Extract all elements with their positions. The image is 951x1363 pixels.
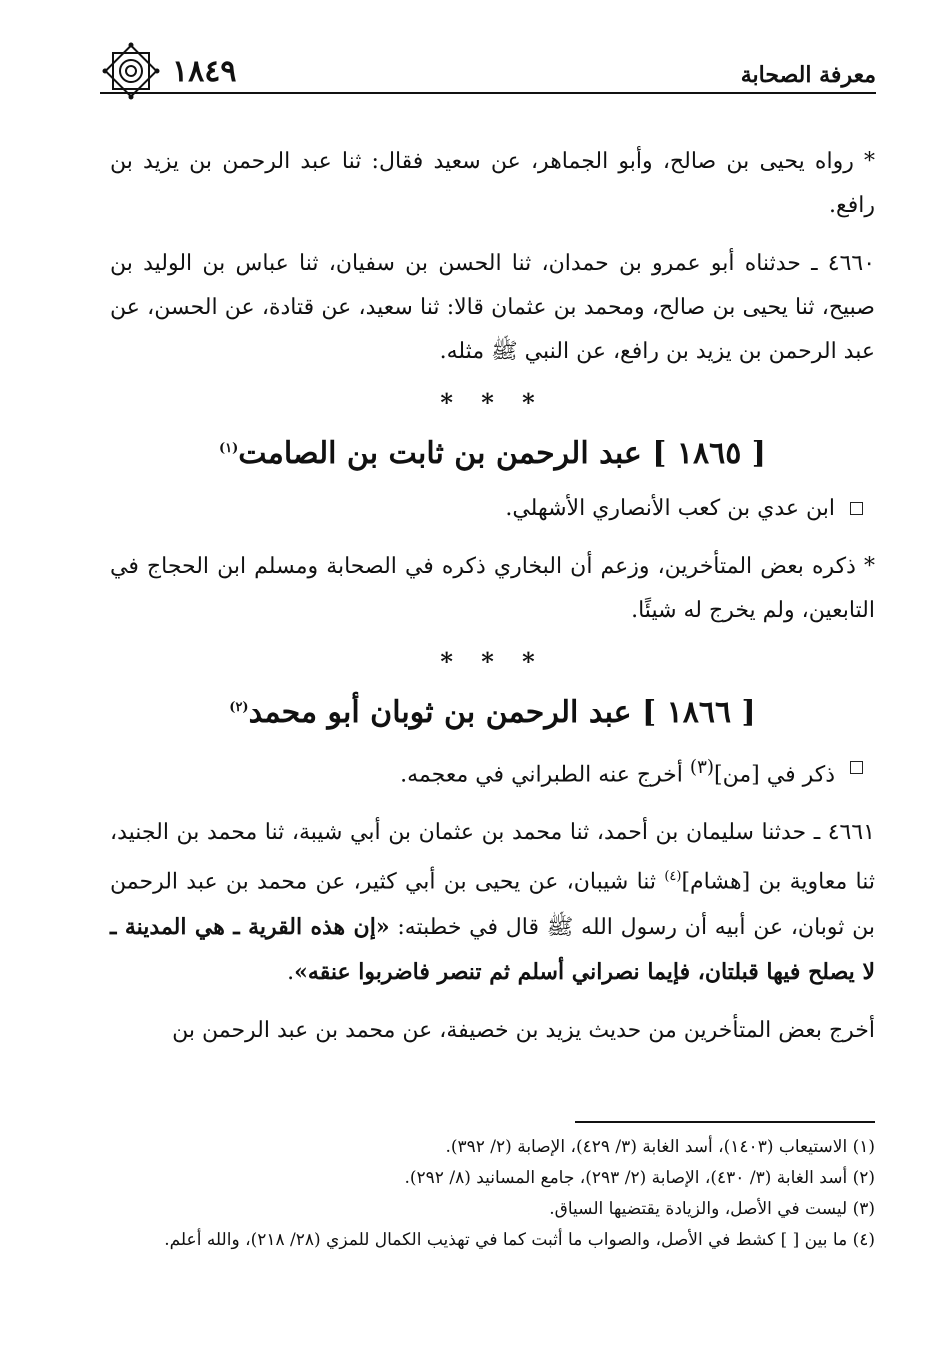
footnote-ref: (٣) bbox=[689, 757, 715, 778]
entry-heading-text: [ ١٨٦٥ ] عبد الرحمن بن ثابت بن الصامت bbox=[238, 436, 766, 471]
page-header bbox=[100, 40, 876, 100]
entry-heading bbox=[110, 426, 875, 477]
footnote: (١) الاستيعاب (١٤٠٣)، أسد الغابة (٣/ ٤٢٩)، الإصابة (٢/ ٣٩٢). bbox=[445, 1137, 875, 1157]
paragraph: ٤٦٦٠ ـ حدثناه أبو عمرو بن حمدان، ثنا الحسن بن سفيان، ثنا عباس بن الوليد بن صبيح، ثنا يحيى بن صالح، ومحمد بن عثمان قالا: ثنا سعيد، عن قتادة، عن الحسن، عن عبد الرحمن بن يزيد بن رافع، عن النبي ﷺ مثله. bbox=[110, 251, 876, 364]
lineage-text-after: أخرج عنه الطبراني في معجمه. bbox=[400, 762, 690, 788]
section-separator: * * * bbox=[440, 647, 545, 676]
footnote-ref: (١) bbox=[219, 441, 239, 456]
isnad-text: ٤٦٦١ ـ حدثنا سليمان بن أحمد، ثنا محمد بن عثمان بن أبي شيبة، ثنا محمد بن الجنيد، ثنا معاوية بن [هشام] bbox=[110, 820, 875, 895]
paragraph bbox=[110, 811, 875, 994]
page-number: ١٨٤٩ bbox=[172, 54, 237, 89]
paragraph: أخرج بعض المتأخرين من حديث يزيد بن خصيفة، عن محمد بن عبد الرحمن بن bbox=[172, 1017, 875, 1043]
entry-heading bbox=[110, 685, 875, 736]
main-text bbox=[110, 140, 875, 1067]
footnote-ref: (٢) bbox=[229, 700, 249, 715]
footnotes bbox=[110, 1132, 875, 1256]
header-rule bbox=[100, 92, 876, 94]
lineage-line bbox=[110, 746, 875, 797]
paragraph: * رواه يحيى بن صالح، وأبو الجماهر، عن سعيد فقال: ثنا عبد الرحمن بن يزيد بن رافع. bbox=[110, 149, 875, 218]
running-title: معرفة الصحابة bbox=[740, 62, 876, 88]
square-icon bbox=[850, 761, 863, 774]
square-icon bbox=[850, 502, 863, 515]
lineage-text: ذكر في [من] bbox=[714, 762, 835, 788]
lineage-text: ابن عدي بن كعب الأنصاري الأشهلي. bbox=[505, 496, 835, 521]
footnote: (٣) ليست في الأصل، والزيادة يقتضيها السياق. bbox=[549, 1199, 875, 1219]
footnote: (٤) ما بين [ ] كشط في الأصل، والصواب ما أثبت كما في تهذيب الكمال للمزي (٢٨/ ٢١٨)، والله أعلم. bbox=[164, 1230, 875, 1250]
paragraph: * ذكره بعض المتأخرين، وزعم أن البخاري ذكره في الصحابة ومسلم ابن الحجاج في التابعين، ولم يخرج له شيئًا. bbox=[110, 554, 875, 623]
lineage-line bbox=[110, 487, 875, 531]
entry-heading-text: [ ١٨٦٦ ] عبد الرحمن بن ثوبان أبو محمد bbox=[248, 695, 756, 730]
footnote-ref: (٤) bbox=[664, 869, 682, 885]
hadith-text: «إن هذه القرية ـ هي المدينة ـ لا يصلح فيها قبلتان، فإيما نصراني أسلم ثم تنصر فاضربوا عنقه» bbox=[110, 913, 875, 985]
footnote-rule bbox=[575, 1121, 875, 1123]
section-separator: * * * bbox=[440, 388, 545, 417]
isnad-text-after: ثنا شيبان، عن يحيى بن أبي كثير، عن محمد بن عبد الرحمن بن ثوبان، عن أبيه أن رسول الله ﷺ قال في خطبته: bbox=[110, 869, 875, 940]
footnote: (٢) أسد الغابة (٣/ ٤٣٠)، الإصابة (٢/ ٢٩٣)، جامع المسانيد (٨/ ٢٩٢). bbox=[404, 1168, 875, 1188]
paragraph-end: . bbox=[287, 959, 295, 985]
